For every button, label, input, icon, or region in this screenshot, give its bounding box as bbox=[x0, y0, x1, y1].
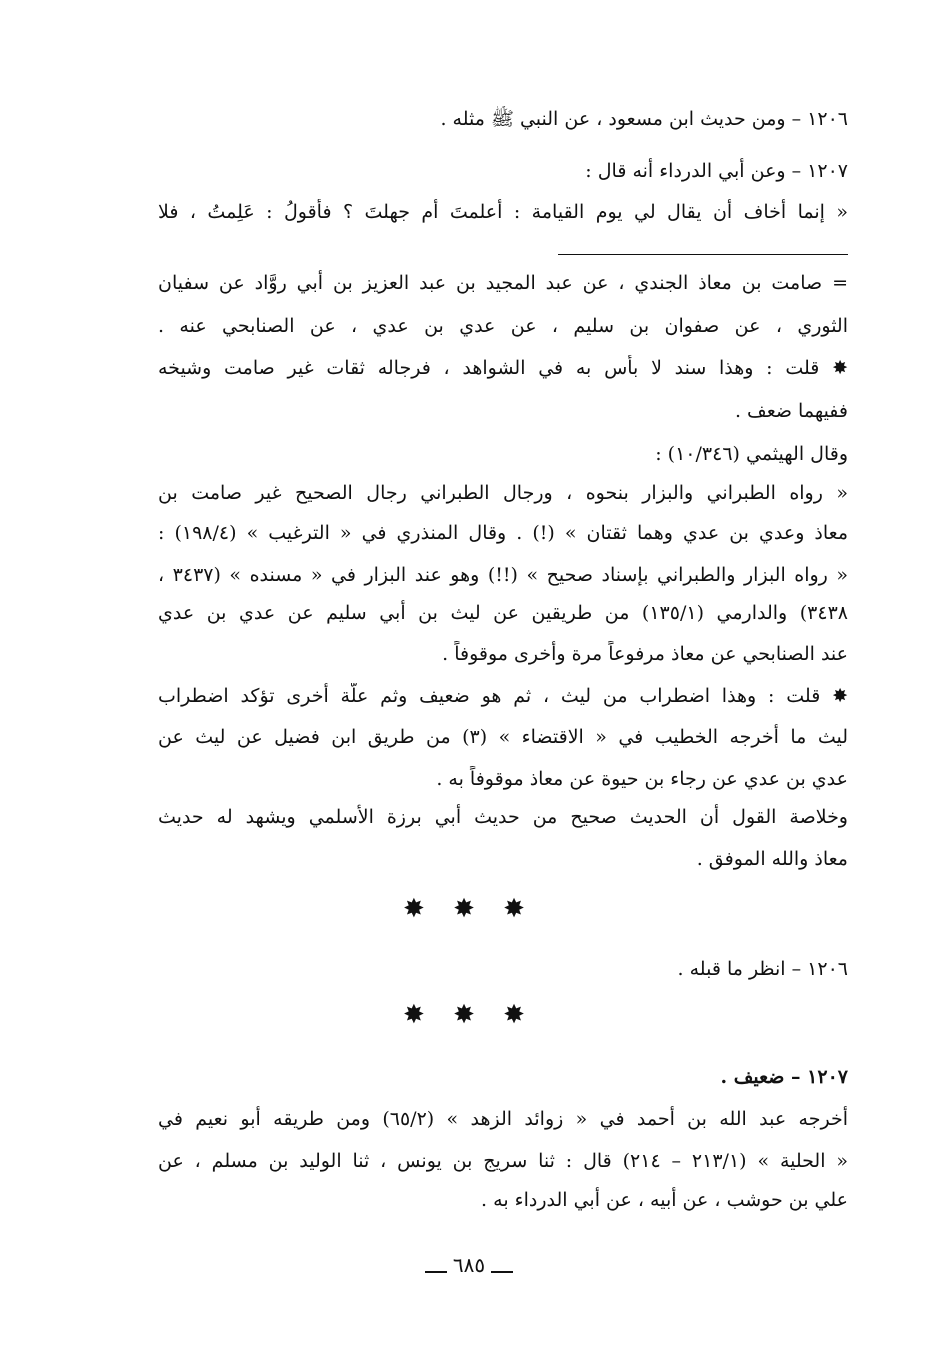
entry-1207-heading: ١٢٠٧ – ضعيف . bbox=[720, 1066, 848, 1088]
note-line: ✸ قلت : وهذا اضطراب من ليث ، ثم هو ضعيف وثم علَّة أخرى تؤكد اضطراب bbox=[158, 685, 848, 707]
page-number bbox=[0, 1253, 938, 1277]
entry-1207-line: أخرجه عبد الله بن أحمد في « زوائد الزهد » (٦٥/٢) ومن طريقه أبو نعيم في bbox=[158, 1108, 848, 1130]
note-line: معاذ وعدي بن عدي وهما ثقتان » (!) . وقال المنذري في « الترغيب » (١٩٨/٤) : bbox=[158, 522, 848, 544]
note-line: عند الصنابحي عن معاذ مرفوعاً مرة وأخرى موقوفاً . bbox=[442, 643, 848, 665]
hadith-1207-intro: ١٢٠٧ – وعن أبي الدرداء أنه قال : bbox=[585, 160, 848, 182]
note-line: وقال الهيثمي (١٠/٣٤٦) : bbox=[655, 443, 848, 465]
note-line: وخلاصة القول أن الحديث صحيح من حديث أبي برزة الأسلمي ويشهد له حديث bbox=[158, 806, 848, 828]
note-line: الثوري ، عن صفوان بن سليم ، عن عدي بن عدي ، عن الصنابحي عنه . bbox=[158, 315, 848, 337]
note-line: ليث ما أخرجه الخطيب في « الاقتضاء » (٣) من طريق ابن فضيل عن ليث عن bbox=[158, 726, 848, 748]
folio-dash bbox=[491, 1271, 513, 1273]
hadith-1206-text: ١٢٠٦ – ومن حديث ابن مسعود ، عن النبي ﷺ مثله . bbox=[440, 108, 848, 130]
page-number-text: ٦٨٥ bbox=[452, 1253, 486, 1277]
entry-1207-line: « الحلية » (٢١٣/١ – ٢١٤) قال : ثنا سريج بن يونس ، ثنا الوليد بن مسلم ، عن bbox=[158, 1150, 848, 1172]
entry-1207-line: علي بن حوشب ، عن أبيه ، عن أبي الدرداء به . bbox=[481, 1189, 848, 1211]
entry-1206: ١٢٠٦ – انظر ما قبله . bbox=[677, 958, 848, 980]
note-line: ✸ قلت : وهذا سند لا بأس به في الشواهد ، فرجاله ثقات غير صامت وشيخه bbox=[158, 357, 848, 379]
section-separator-stars: ✸ ✸ ✸ bbox=[403, 1000, 535, 1030]
note-line: عدي بن عدي عن رجاء بن حيوة عن معاذ موقوفاً به . bbox=[436, 768, 848, 790]
note-line: ففيهما ضعف . bbox=[734, 400, 848, 422]
note-line: معاذ والله الموفق . bbox=[696, 848, 848, 870]
folio-dash bbox=[425, 1271, 447, 1273]
hadith-1207-quote: « إنما أخاف أن يقال لي يوم القيامة : أعلمتَ أم جهلتَ ؟ فأقولُ : عَلِمتُ ، فلا bbox=[158, 201, 848, 223]
note-line: = صامت بن معاذ الجندي ، عن عبد المجيد بن عبد العزيز بن أبي روَّاد عن سفيان bbox=[158, 272, 848, 294]
note-line: « رواه البزار والطبراني بإسناد صحيح » (!!) وهو عند البزار في « مسنده » (٣٤٣٧ ، bbox=[158, 564, 848, 586]
note-line: ٣٤٣٨) والدارمي (١٣٥/١) من طريقين عن ليث بن أبي سليم عن عدي بن عدي bbox=[158, 602, 848, 624]
note-line: « رواه الطبراني والبزار بنحوه ، ورجال الطبراني رجال الصحيح غير صامت بن bbox=[158, 482, 848, 504]
footnote-separator-rule bbox=[558, 254, 848, 255]
section-separator-stars: ✸ ✸ ✸ bbox=[403, 894, 535, 924]
